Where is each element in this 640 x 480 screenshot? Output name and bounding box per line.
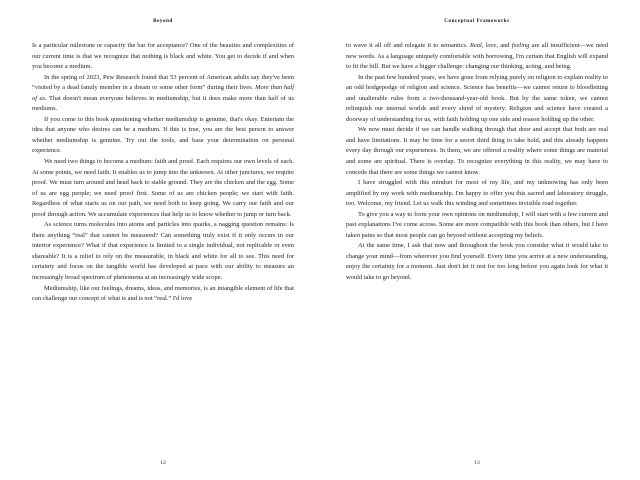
body-text-left <box>32 41 294 450</box>
paragraph: Is a particular milestone or capacity the bar for acceptance? One of the beauties and complexities of our current time is that we recognize that nothing is black and white. You get to decide if and when you become a medium. <box>32 42 294 71</box>
paragraph: At the same time, I ask that now and throughout the book you consider what it would take to change your mind—from wherever you find yourself. Every time you arrive at a new understanding, enjoy the certainty for a moment. Just don't let it rest for too long before you again look for what it would take to go beyond. <box>346 242 608 282</box>
running-head-right: Conceptual Frameworks <box>444 18 510 24</box>
paragraph: We now must decide if we can handle walking through that door and accept that both are real and have limitations. It may be time for a secret third thing to take hold, and this already happens every day through our experiences. In them, we are offered a reality where some things are material and some are spiritual. There is overlap. To recognize everything in this reality, we may have to concede that there are some things we cannot know. <box>346 126 608 176</box>
paragraph: I have struggled with this mindset for most of my life, and my unknowing has only been amplified by my work with mediumship. I'm happy to offer you this sacred and laboratory struggle, too. Welcome, my friend. Let us walk this winding and sometimes invisible road together. <box>346 179 608 208</box>
paragraph: In the past few hundred years, we have gone from relying purely on religion to explain reality to an odd hodgepodge of religion and science. Science has benefits—we cannot return to bloodletting and unalterable rules from a two-thousand-year-old book. But by the same token, we cannot relinquish our internal worlds and every shred of mystery. Religion and science have created a doorway of understanding for us, with faith holding up one side and reason holding up the other. <box>346 73 608 123</box>
folio-left: 12 <box>160 460 166 466</box>
page-right <box>320 0 640 480</box>
folio-right: 13 <box>474 460 480 466</box>
paragraph: In the spring of 2023, Pew Research found that 53 percent of American adults say they've been “visited by a dead family member in a dream or some other form” during their lives. More than half of us. That doesn't mean everyone believes in mediumship, but it does make more than half of us mediums. <box>32 73 295 113</box>
paragraph: We need two things to become a medium: faith and proof. Each requires our own levels of each. At some points, we need faith. It enables us to jump into the unknown. At other junctures, we require proof. We must turn around and head back to stable ground. They are the chicken and the egg. Some of us are egg people; we need proof first. Some of us are chicken people; we start with faith. Regardless of what starts us on our path, we need both to keep going. We carry our faith and our proof through action. We accumulate experiences that help us to know whether to jump or turn back. <box>32 158 294 218</box>
paragraph: to wave it all off and relegate it to semantics. Real, love, and feeling are all insufficient—we need new words. As a language uniquely comfortable with borrowing, I'm certain that English will expand to fit the bill. But we have a bigger challenge: changing our thinking, acting, and being. <box>346 42 608 71</box>
paragraph: To give you a way to form your own opinions on mediumship, I will start with a few current and past explanations I've come across. Some are more compatible with this book than others, but I have taken pains so that most people can go beyond without accepting my beliefs. <box>346 210 608 239</box>
paragraph: As science turns molecules into atoms and particles into quarks, a nagging question remains: Is there anything “real” that cannot be measured? Can something truly exist if it only occurs in our interior experience? What if that experience is limited to a single individual, not replicable or even shareable? It is a relief to rely on the measurable, in black and white for all to see. This need for certainty and focus on the tangible world has developed at pace with our ability to measure an increasingly broad spectrum of phenomena at an increasingly wide scope. <box>32 221 294 282</box>
body-text-right <box>346 41 608 450</box>
paragraph: If you come to this book questioning whether mediumship is genuine, that's okay. Entertain the idea that anyone who desires can be a medium. If this is true, you are the best person to answer whether mediumship is genuine. Try out the tools, and base your determination on personal experience. <box>32 115 294 155</box>
running-head-left: Beyond <box>153 18 173 24</box>
paragraph: Mediumship, like our feelings, dreams, ideas, and memories, is an intangible element of life that can challenge our concept of what is and is not “real.” I'd love <box>32 284 294 303</box>
